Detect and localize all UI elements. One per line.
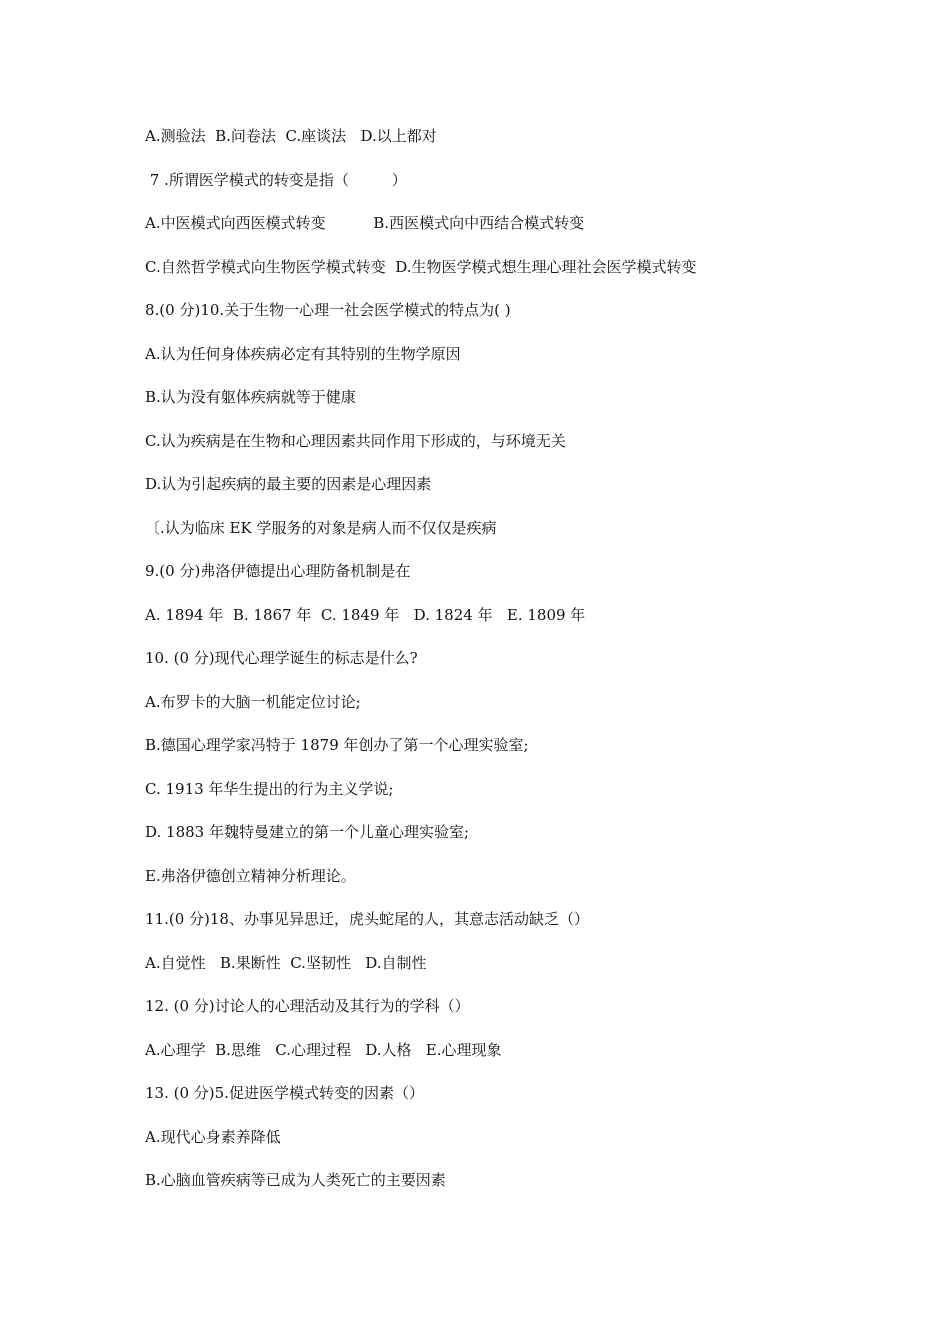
text-line: D.认为引起疾病的最主要的因素是心理因素 xyxy=(145,475,432,493)
text-line: E.弗洛伊德创立精神分析理论。 xyxy=(145,867,356,885)
text-line: B.德国心理学家冯特于 1879 年创办了第一个心理实验室; xyxy=(145,736,529,754)
text-line: A.认为任何身体疾病必定有其特别的生物学原因 xyxy=(145,345,461,363)
text-line: A.测验法 B.问卷法 C.座谈法 D.以上都对 xyxy=(145,127,437,145)
text-line: 9.(0 分)弗洛伊德提出心理防备机制是在 xyxy=(145,562,411,580)
text-line: A.现代心身素养降低 xyxy=(145,1128,281,1146)
text-line: A.心理学 B.思维 C.心理过程 D.人格 E.心理现象 xyxy=(145,1041,502,1059)
text-line: C.认为疾病是在生物和心理因素共同作用下形成的，与环境无关 xyxy=(145,432,566,450)
text-line: C. 1913 年华生提出的行为主义学说; xyxy=(145,780,394,798)
text-line: D. 1883 年魏特曼建立的第一个儿童心理实验室; xyxy=(145,823,470,841)
text-line: A.布罗卡的大脑一机能定位讨论; xyxy=(145,693,361,711)
text-line: 〔.认为临床 EK 学服务的对象是病人而不仅仅是疾病 xyxy=(145,519,497,537)
text-line: B.认为没有躯体疾病就等于健康 xyxy=(145,388,356,406)
text-line: 7 .所谓医学模式的转变是指（ ） xyxy=(145,171,407,189)
text-line: 8.(0 分)10.关于生物一心理一社会医学模式的特点为( ) xyxy=(145,301,511,319)
text-line: 12. (0 分)讨论人的心理活动及其行为的学科（） xyxy=(145,997,470,1015)
text-line: A.自觉性 B.果断性 C.坚韧性 D.自制性 xyxy=(145,954,427,972)
text-line: B.心脑血管疾病等已成为人类死亡的主要因素 xyxy=(145,1171,446,1189)
text-line: A. 1894 年 B. 1867 年 C. 1849 年 D. 1824 年 E. 1809 年 xyxy=(145,606,586,624)
text-line: C.自然哲学模式向生物医学模式转变 D.生物医学模式想生理心理社会医学模式转变 xyxy=(145,258,697,276)
text-line: 11.(0 分)18、办事见异思迁，虎头蛇尾的人，其意志活动缺乏（） xyxy=(145,910,589,928)
text-line: 10. (0 分)现代心理学诞生的标志是什么? xyxy=(145,649,418,667)
text-line: A.中医模式向西医模式转变 B.西医模式向中西结合模式转变 xyxy=(145,214,585,232)
text-line: 13. (0 分)5.促进医学模式转变的因素（） xyxy=(145,1084,424,1102)
